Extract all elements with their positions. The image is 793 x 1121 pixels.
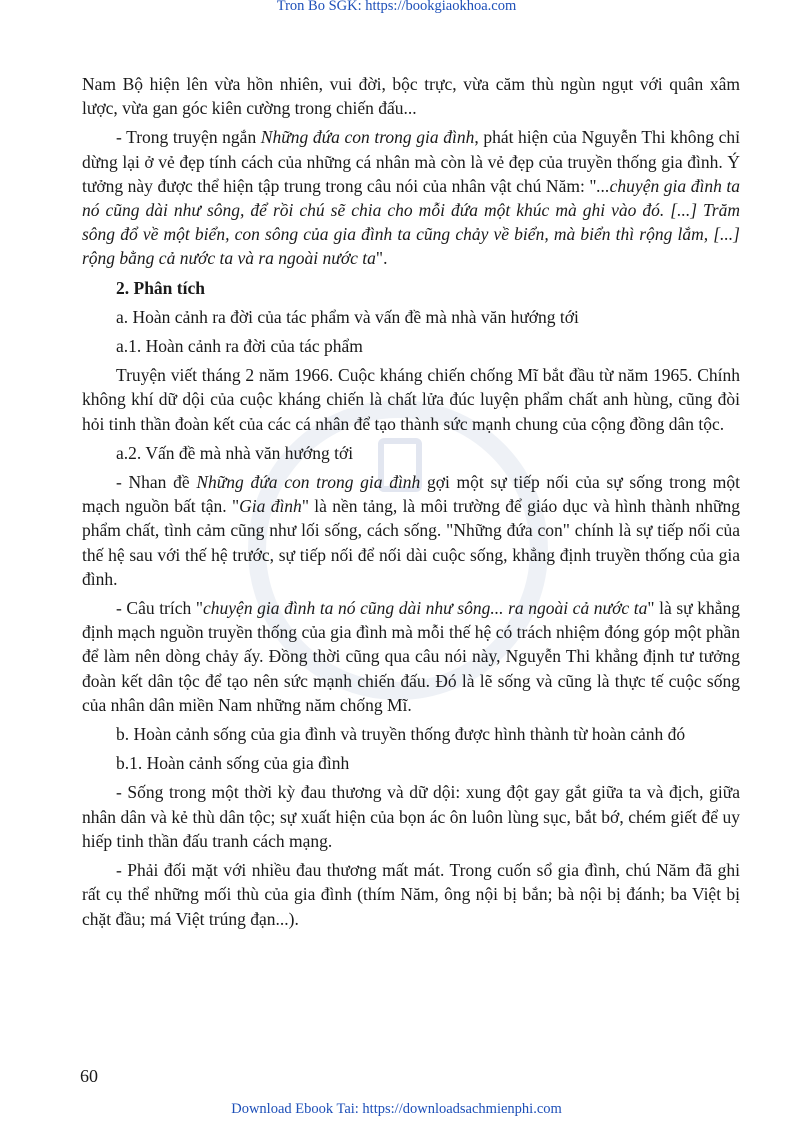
text-run: " là sự khẳng định mạch nguồn truyền thống của gia đình mà mỗi thế hệ có trách nhiệm đóng góp một phần để làm nên dòng chảy ấy. Đồng thời cũng qua câu nói này, Nguyễn Thi khẳng định tư tưởng đoàn kết dân tộc để tạo nên sức mạnh chiến đấu. Đó là lẽ sống và cũng là thực tế cuộc sống của nhân dân miền Nam những năm chống Mĩ. xyxy=(82,598,741,715)
paragraph-4 xyxy=(82,470,740,591)
footer-link[interactable]: Download Ebook Tai: https://downloadsachmienphi.com xyxy=(231,1101,562,1117)
subheading-b: b. Hoàn cảnh sống của gia đình và truyền thống được hình thành từ hoàn cảnh đó xyxy=(116,724,686,745)
text-run: - Nhan đề xyxy=(116,472,197,493)
italic-title: Những đứa con trong gia đình xyxy=(196,472,421,493)
text-run: - Trong truyện ngắn xyxy=(116,127,261,148)
page-body xyxy=(82,72,740,936)
paragraph-6: - Sống trong một thời kỳ đau thương và dữ dội: xung đột gay gắt giữa ta và địch, giữa nhân dân và kẻ thù dân tộc; sự xuất hiện của bọn ác ôn luôn lùng sục, bắt bớ, chém giết để uy hiếp tinh thần đấu tranh cách mạng. xyxy=(82,782,740,851)
text-run: gợi một sự tiếp nối của sự sống trong một mạch nguồn bất tận. " xyxy=(82,472,740,517)
paragraph-2 xyxy=(82,125,740,270)
header-link[interactable]: Tron Bo SGK: https://bookgiaokhoa.com xyxy=(276,0,517,14)
section-heading: 2. Phân tích xyxy=(116,277,205,298)
paragraph-3: Truyện viết tháng 2 năm 1966. Cuộc kháng chiến chống Mĩ bắt đầu từ năm 1965. Chính không khí dữ dội của cuộc kháng chiến là chất lửa đúc luyện phẩm chất anh hùng, cũng đòi hỏi tinh thần đoàn kết của các cá nhân để tạo thành sức mạnh chung của cộng đồng dân tộc. xyxy=(82,365,740,434)
text-run: - Câu trích " xyxy=(116,598,204,619)
text-run: , phát hiện của Nguyễn Thi không chỉ dừng lại ở vẻ đẹp tính cách của những cá nhân mà còn là vẻ đẹp của truyền thống gia đình. Ý tưởng này được thể hiện tập trung trong câu nói của nhân vật chú Năm: " xyxy=(82,127,740,196)
italic-quote: ...chuyện gia đình ta nó cũng dài như sông, để rồi chú sẽ chia cho mỗi đứa một khúc mà ghi vào đó. [...] Trăm sông đổ về một biển, con sông của gia đình ta cũng chảy về biển, mà biển thì rộng lắm, [...] rộng bằng cả nước ta và ra ngoài nước ta xyxy=(82,175,740,269)
page-number: 60 xyxy=(80,1066,98,1086)
subheading-b1: b.1. Hoàn cảnh sống của gia đình xyxy=(116,753,350,774)
text-run: " là nền tảng, là môi trường để giáo dục và hình thành những phẩm chất, tình cảm cũng như lối sống, cách sống. "Những đứa con" chính là sự tiếp nối của thế hệ sau với thế hệ trước, sự tiếp nối để nối dài cuộc sống, khẳng định truyền thống của gia đình. xyxy=(82,496,740,589)
subheading-a2: a.2. Vấn đề mà nhà văn hướng tới xyxy=(116,442,354,463)
paragraph-7: - Phải đối mặt với nhiều đau thương mất mát. Trong cuốn sổ gia đình, chú Năm đã ghi rất cụ thể những mối thù của gia đình (thím Năm, ông nội bị bắn; bà nội bị đánh; ba Việt bị chặt đầu; má Việt trúng đạn...). xyxy=(82,860,740,929)
text-run: ". xyxy=(375,248,388,269)
italic-term: Gia đình xyxy=(239,496,302,517)
subheading-a1: a.1. Hoàn cảnh ra đời của tác phẩm xyxy=(116,336,363,357)
paragraph-5 xyxy=(82,596,740,717)
italic-title: Những đứa con trong gia đình xyxy=(260,127,475,148)
paragraph-1: Nam Bộ hiện lên vừa hồn nhiên, vui đời, bộc trực, vừa căm thù ngùn ngụt với quân xâm lược, vừa gan góc kiên cường trong chiến đấu... xyxy=(82,74,740,119)
subheading-a: a. Hoàn cảnh ra đời của tác phẩm và vấn đề mà nhà văn hướng tới xyxy=(116,306,579,327)
italic-quote: chuyện gia đình ta nó cũng dài như sông... ra ngoài cả nước ta xyxy=(203,598,648,619)
